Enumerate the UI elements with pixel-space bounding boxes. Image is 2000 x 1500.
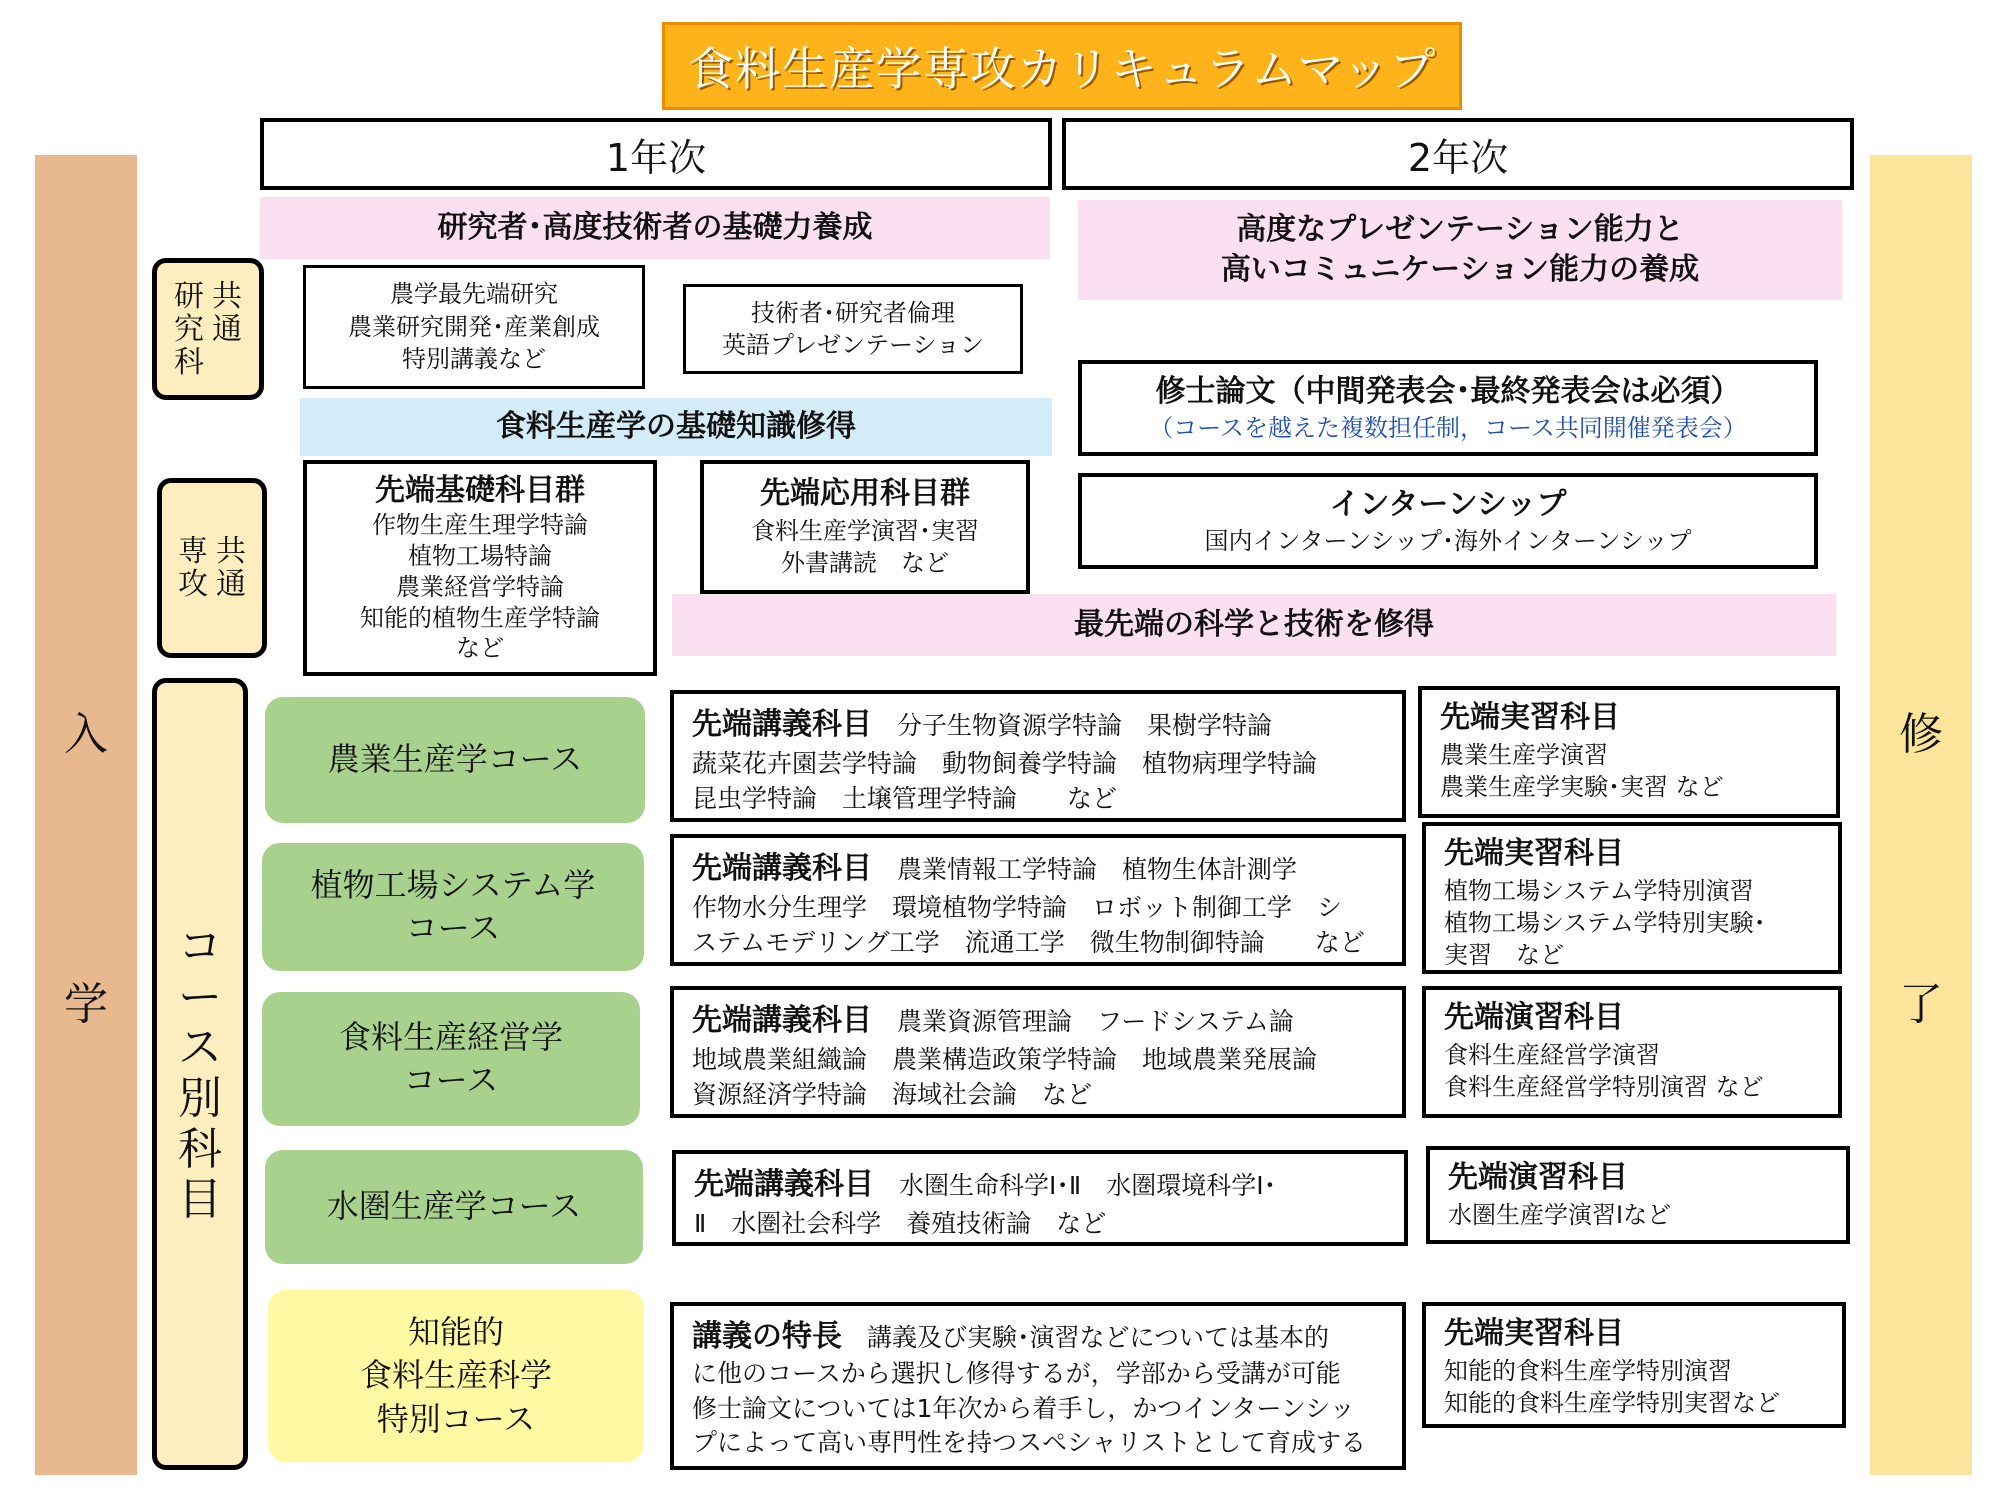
course5-practice-head: 先端実習科目 (1444, 1316, 1624, 1351)
research-box-ethics (683, 284, 1023, 374)
course4-lecture-line2: Ⅱ 水圏社会科学 養殖技術論 など (694, 1209, 1107, 1238)
applied-item-1: 食料生産学演習･実習 (751, 516, 979, 545)
research-box2-line2: 英語プレゼンテーション (721, 331, 985, 359)
course1-lecture-box (670, 690, 1406, 822)
course1-lecture-line1: 分子生物資源学特論 果樹学特論 (897, 711, 1273, 740)
research-common-label (152, 258, 264, 400)
course-intelligent-food (268, 1290, 644, 1462)
band-knowledge: 食料生産学の基礎知識修得 (300, 398, 1052, 456)
applied-subjects-title: 先端応用科目群 (760, 476, 970, 512)
course2-practice-box (1422, 822, 1842, 974)
course3-lecture-line3: 資源経済学特論 海域社会論 など (692, 1080, 1093, 1109)
major-common-label (157, 478, 267, 658)
completion-char-2: 了 (1899, 979, 1943, 1030)
course5-lecture-head: 講義の特長 (692, 1319, 842, 1354)
year2-header: 2年次 (1062, 118, 1854, 190)
course4-lecture-line1: 水圏生命科学Ⅰ･Ⅱ 水圏環境科学Ⅰ･ (899, 1171, 1277, 1200)
page-title: 食料生産学専攻カリキュラムマップ (662, 22, 1462, 110)
thesis-note: （コースを越えた複数担任制，コース共同開催発表会） (1149, 414, 1747, 443)
band-presentation-line1: 高度なプレゼンテーション能力と (1236, 211, 1684, 247)
completion-char-1: 修 (1899, 709, 1943, 760)
course5-practice-line1: 知能的食料生産学特別演習 (1444, 1356, 1732, 1385)
course2-practice-line2: 植物工場システム学特別実験･ (1444, 908, 1766, 937)
course3-practice-line2: 食料生産経営学特別演習 など (1444, 1072, 1764, 1101)
band-basics: 研究者･高度技術者の基礎力養成 (260, 197, 1050, 259)
course2-lecture-line2: 作物水分生理学 環境植物学特論 ロボット制御工学 シ (692, 893, 1343, 922)
thesis-box (1078, 360, 1818, 456)
course5-lecture-line1: 講義及び実験･演習などについては基本的 (867, 1323, 1330, 1352)
basic-subjects-title: 先端基礎科目群 (375, 473, 585, 508)
mc-char-2: 攻 (178, 567, 208, 602)
course3-lecture-box (670, 986, 1406, 1118)
research-box1-line2: 農業研究開発･産業創成 (348, 312, 600, 341)
course4-practice-box (1426, 1146, 1850, 1244)
course3-practice-box (1422, 986, 1842, 1118)
basic-item-5: など (456, 634, 504, 663)
course5-name-line2: 食料生産科学 (359, 1356, 552, 1395)
basic-item-1: 作物生産生理学特論 (372, 511, 588, 540)
course3-practice-line1: 食料生産経営学演習 (1444, 1040, 1660, 1069)
research-box1-line1: 農学最先端研究 (390, 280, 558, 309)
course4-practice-head: 先端演習科目 (1448, 1160, 1628, 1195)
thesis-title: 修士論文（中間発表会･最終発表会は必須） (1155, 373, 1741, 409)
cs-char-2: ー (178, 971, 222, 1023)
cs-char-5: 科 (178, 1123, 222, 1175)
completion-bar (1870, 155, 1972, 1475)
course2-name-line1: 植物工場システム学 (310, 865, 596, 904)
course5-lecture-box (670, 1302, 1406, 1470)
research-box1-line3: 特別講義など (402, 345, 546, 374)
course3-name-line1: 食料生産経営学 (338, 1017, 563, 1056)
internship-title: インターンシップ (1329, 486, 1567, 522)
course1-practice-head: 先端実習科目 (1440, 700, 1620, 735)
course2-lecture-line1: 農業情報工学特論 植物生体計測学 (897, 855, 1298, 884)
course3-lecture-line2: 地域農業組織論 農業構造政策学特論 地域農業発展論 (692, 1045, 1318, 1074)
year1-header: 1年次 (260, 118, 1052, 190)
course-agri-production: 農業生産学コース (265, 697, 645, 823)
course1-lecture-head: 先端講義科目 (692, 707, 872, 742)
course2-lecture-head: 先端講義科目 (692, 851, 872, 886)
course5-name-line3: 特別コース (376, 1399, 536, 1438)
mc-char-1: 専 (178, 534, 208, 569)
course-aquatic-production: 水圏生産学コース (265, 1150, 643, 1264)
band-presentation-line2: 高いコミュニケーション能力の養成 (1220, 252, 1700, 287)
rc-char-5: 通 (212, 311, 242, 347)
research-box2-line1: 技術者･研究者倫理 (751, 298, 955, 327)
course2-practice-head: 先端実習科目 (1444, 836, 1624, 871)
course3-name-line2: コース (403, 1061, 499, 1099)
entry-char-2: 学 (64, 979, 108, 1030)
course5-lecture-line3: 修士論文については1年次から着手し，かつインターンシッ (692, 1393, 1355, 1423)
applied-item-2: 外書講読 など (781, 549, 949, 578)
course2-name-line2: コース (405, 909, 501, 947)
course3-lecture-head: 先端講義科目 (692, 1003, 872, 1038)
course2-practice-line3: 実習 など (1444, 941, 1564, 970)
course5-practice-line2: 知能的食料生産学特別実習など (1444, 1388, 1780, 1417)
course5-lecture-line2: に他のコースから選択し修得するが，学部から受講が可能 (692, 1359, 1341, 1389)
cs-char-4: 別 (178, 1073, 222, 1124)
course1-lecture-line2: 蔬菜花卉園芸学特論 動物飼養学特論 植物病理学特論 (692, 749, 1318, 778)
internship-detail: 国内インターンシップ･海外インターンシップ (1204, 527, 1692, 556)
basic-item-3: 農業経営学特論 (396, 572, 564, 601)
course2-lecture-box (670, 834, 1406, 966)
band-cutting-edge: 最先端の科学と技術を修得 (672, 594, 1836, 656)
course1-lecture-line3: 昆虫学特論 土壌管理学特論 など (692, 784, 1118, 813)
rc-char-3: 科 (174, 344, 204, 380)
rc-char-1: 研 (174, 278, 204, 314)
course5-lecture-line4: プによって高い専門性を持つスペシャリストとして育成する (692, 1428, 1367, 1458)
cs-char-3: ス (178, 1022, 222, 1074)
rc-char-2: 究 (174, 311, 204, 347)
entry-char-1: 入 (64, 709, 108, 760)
research-box-advanced (303, 265, 645, 389)
entry-bar (35, 155, 137, 1475)
mc-char-4: 通 (216, 567, 246, 602)
basic-item-2: 植物工場特論 (408, 542, 552, 571)
course4-lecture-head: 先端講義科目 (694, 1167, 874, 1202)
course1-practice-line1: 農業生産学演習 (1440, 740, 1608, 769)
cs-char-6: 目 (178, 1174, 222, 1226)
course5-practice-box (1422, 1302, 1846, 1428)
course2-practice-line1: 植物工場システム学特別演習 (1444, 876, 1754, 905)
course3-practice-head: 先端演習科目 (1444, 1000, 1624, 1035)
cs-char-1: コ (178, 921, 222, 973)
course3-lecture-line1: 農業資源管理論 フードシステム論 (897, 1007, 1294, 1036)
applied-subjects-box (700, 460, 1030, 594)
course1-practice-box (1418, 686, 1840, 818)
internship-box (1078, 473, 1818, 569)
course5-name-line1: 知能的 (407, 1313, 504, 1352)
basic-item-4: 知能的植物生産学特論 (360, 603, 600, 632)
course4-lecture-box (672, 1150, 1408, 1246)
course1-practice-line2: 農業生産学実験･実習 など (1440, 772, 1724, 801)
course-food-management (262, 992, 640, 1126)
band-presentation (1078, 200, 1842, 300)
course2-lecture-line3: ステムモデリング工学 流通工学 微生物制御特論 など (692, 928, 1365, 957)
course-plant-factory (262, 843, 644, 971)
mc-char-3: 共 (216, 534, 246, 569)
course-specific-label (152, 678, 248, 1470)
basic-subjects-box (303, 460, 657, 676)
rc-char-4: 共 (212, 278, 242, 314)
course4-practice-line1: 水圏生産学演習Ⅰなど (1448, 1200, 1672, 1229)
